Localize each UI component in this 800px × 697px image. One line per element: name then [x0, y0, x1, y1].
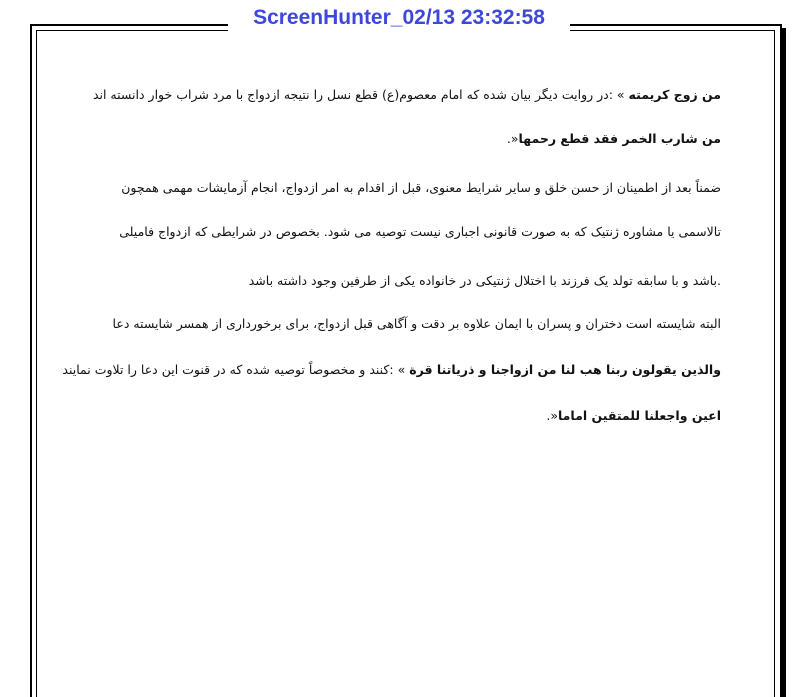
paragraph-line-7 [62, 362, 721, 377]
paragraph-line-2 [507, 131, 721, 146]
paragraph-line-5: .باشد و با سابقه تولد یک فرزند با اختلال ژنتیکی در خانواده یکی از طرفین وجود داشته باشد [248, 273, 721, 288]
paragraph-line-8 [546, 408, 721, 423]
line-8-prefix: «. [546, 408, 558, 423]
line-1-text: » :در روایت دیگر بیان شده که امام معصوم(ع) قطع نسل را نتیجه ازدواج با مرد شراب خوار دانسته اند [92, 87, 629, 102]
line-8-bold: اعین واجعلنا للمتقین اماما [557, 408, 721, 423]
paragraph-line-6: البته شایسته است دختران و پسران با ایمان علاوه بر دقت و آگاهی قبل ازدواج، برای برخورداری از همسر شایسته دعا [112, 316, 721, 331]
paragraph-line-4: تالاسمی یا مشاوره ژنتیک که به صورت قانونی اجباری نیست توصیه می شود. بخصوص در شرایطی که ازدواج فامیلی [119, 224, 721, 239]
line-7-text: » :کنند و مخصوصاً توصیه شده که در قنوت این دعا را تلاوت نمایند [62, 362, 410, 377]
paragraph-line-1 [93, 87, 721, 102]
line-1-bold: من زوج کریمته [628, 87, 721, 102]
line-2-prefix: «. [506, 131, 519, 146]
line-2-bold: من شارب الخمر فقد قطع رحمها [518, 131, 721, 146]
paragraph-line-3: ضمناً بعد از اطمینان از حسن خلق و سایر شرایط معنوی، قبل از اقدام به امر ازدواج، انجام آزمایشات مهمی همچون [121, 180, 721, 195]
line-7-bold: والذین یقولون ربنا هب لنا من ازواجنا و ذریاتنا قرة [409, 362, 721, 377]
screenhunter-watermark: ScreenHunter_02/13 23:32:58 [228, 4, 570, 31]
